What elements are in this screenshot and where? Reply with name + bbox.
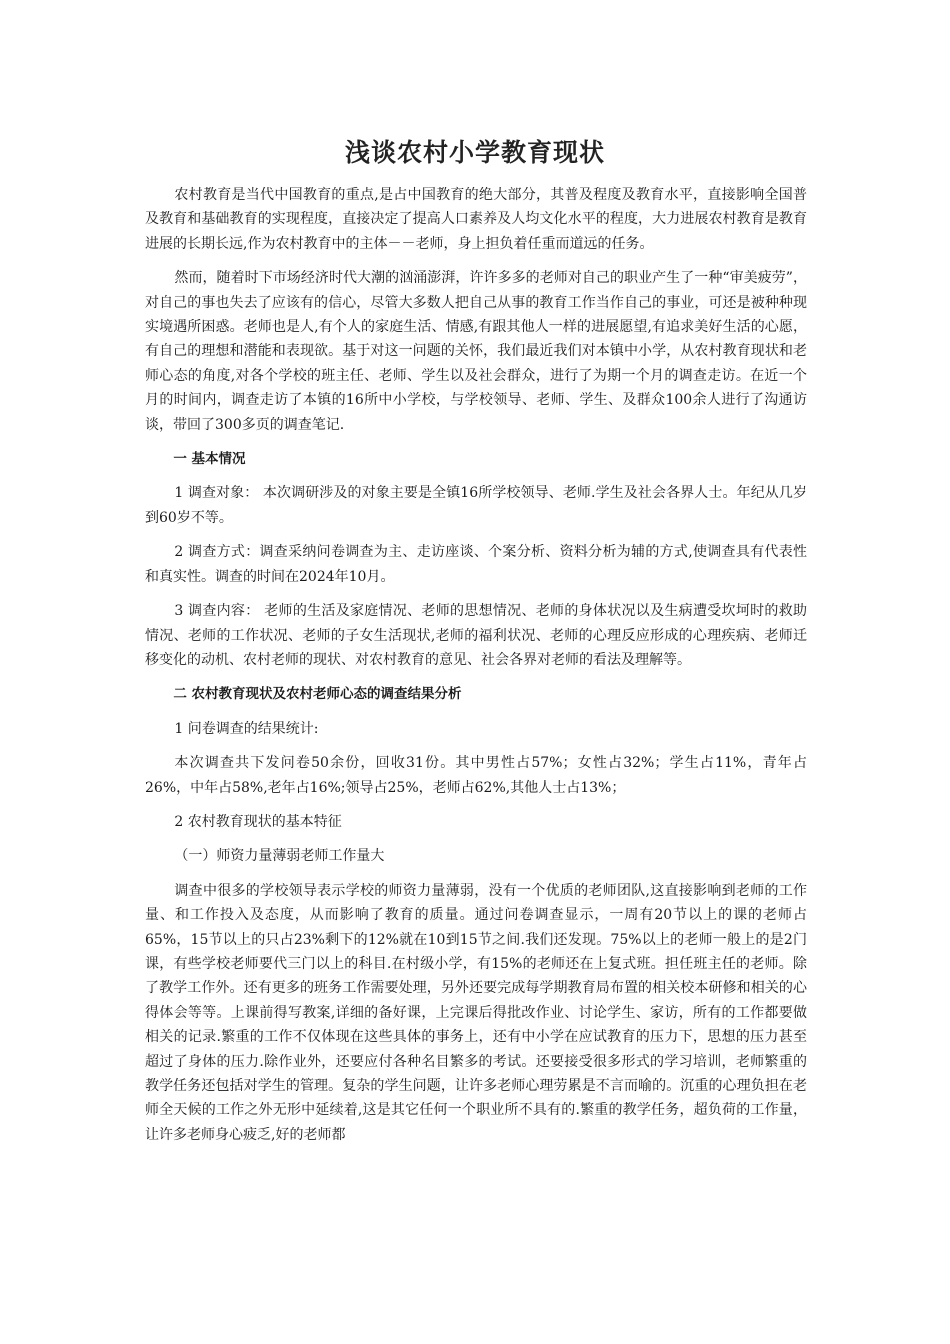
intro-paragraph: 农村教育是当代中国教育的重点,是占中国教育的绝大部分，其普及程度及教育水平，直接影响全国普及教育和基础教育的实现程度，直接决定了提高人口素养及人均文化水平的程度，大力进展农村教育是教育进展的长期长远,作为农村教育中的主体－－老师，身上担负着任重而道远的任务。 [145,187,807,252]
section-heading-analysis: 二 农村教育现状及农村老师心态的调查结果分析 [173,686,462,703]
questionnaire-stats-paragraph: 本次调查共下发问卷50余份，回收31份。其中男性占57%；女性占32%；学生占11%，青年占26%，中年占58%,老年占16%;领导占25%，老师占62%,其他人士占13%； [145,755,807,796]
survey-content-paragraph: 3 调查内容： 老师的生活及家庭情况、老师的思想情况、老师的身体状况以及生病遭受坎坷时的救助情况、老师的工作状况、老师的子女生活现状,老师的福利状况、老师的心理反应形成的心理疾病、老师迁移变化的动机、农村老师的现状、对农村教育的意见、社会各界对老师的看法及理解等。 [145,603,807,668]
document-title: 浅谈农村小学教育现状 [344,138,605,167]
section-heading-basic-info: 一 基本情况 [173,451,246,468]
document-body [145,183,807,1147]
subsection-heading-teachers: （一）师资力量薄弱老师工作量大 [174,848,385,865]
survey-method-paragraph: 2 调查方式：调查采纳问卷调查为主、走访座谈、个案分析、资料分析为辅的方式,使调查具有代表性和真实性。调查的时间在2024年10月。 [145,544,807,585]
questionnaire-stats-heading: 1 问卷调查的结果统计: [174,720,319,737]
background-paragraph: 然而，随着时下市场经济时代大潮的汹涌澎湃，许许多多的老师对自己的职业产生了一种“审美疲劳”，对自己的事也失去了应该有的信心，尽管大多数人把自己从事的教育工作当作自己的事业，可还是被种种现实境遇所困惑。老师也是人,有个人的家庭生活、情感,有跟其他人一样的进展愿望,有追求美好生活的心愿，有自己的理想和潜能和表现欲。基于对这一问题的关怀，我们最近我们对本镇中小学，从农村教育现状和老师心态的角度,对各个学校的班主任、老师、学生以及社会群众，进行了为期一个月的调查走访。在近一个月的时间内，调查走访了本镇的16所中小学校，与学校领导、老师、学生、及群众100余人进行了沟通访谈，带回了300多页的调查笔记. [145,270,807,433]
teacher-workload-paragraph: 调查中很多的学校领导表示学校的师资力量薄弱，没有一个优质的老师团队,这直接影响到老师的工作量、和工作投入及态度，从而影响了教育的质量。通过问卷调查显示，一周有20节以上的课的老师占65%，15节以上的只占23%剩下的12%就在10到15节之间.我们还发现。75%以上的老师一般上的是2门课，有些学校老师要代三门以上的科目.在村级小学，有15%的老师还在上复式班。担任班主任的老师。除了教学工作外。还有更多的班务工作需要处理，另外还要完成每学期教育局布置的相关校本研修和相关的心得体会等等。上课前得写教案,详细的备好课，上完课后得批改作业、讨论学生、家访，所有的工作都要做相关的记录.繁重的工作不仅体现在这些具体的事务上，还有中小学在应试教育的压力下，思想的压力甚至超过了身体的压力.除作业外，还要应付各种名目繁多的考试。还要接受很多形式的学习培训，老师繁重的教学任务还包括对学生的管理。复杂的学生问题，让许多老师心理劳累是不言而喻的。沉重的心理负担在老师全天候的工作之外无形中延续着,这是其它任何一个职业所不具有的.繁重的教学任务，超负荷的工作量，让许多老师身心疲乏,好的老师都 [145,882,807,1143]
survey-subjects-paragraph: 1 调查对象： 本次调研涉及的对象主要是全镇16所学校领导、老师.学生及社会各界人士。年纪从几岁到60岁不等。 [145,485,807,526]
features-heading: 2 农村教育现状的基本特征 [174,813,342,830]
